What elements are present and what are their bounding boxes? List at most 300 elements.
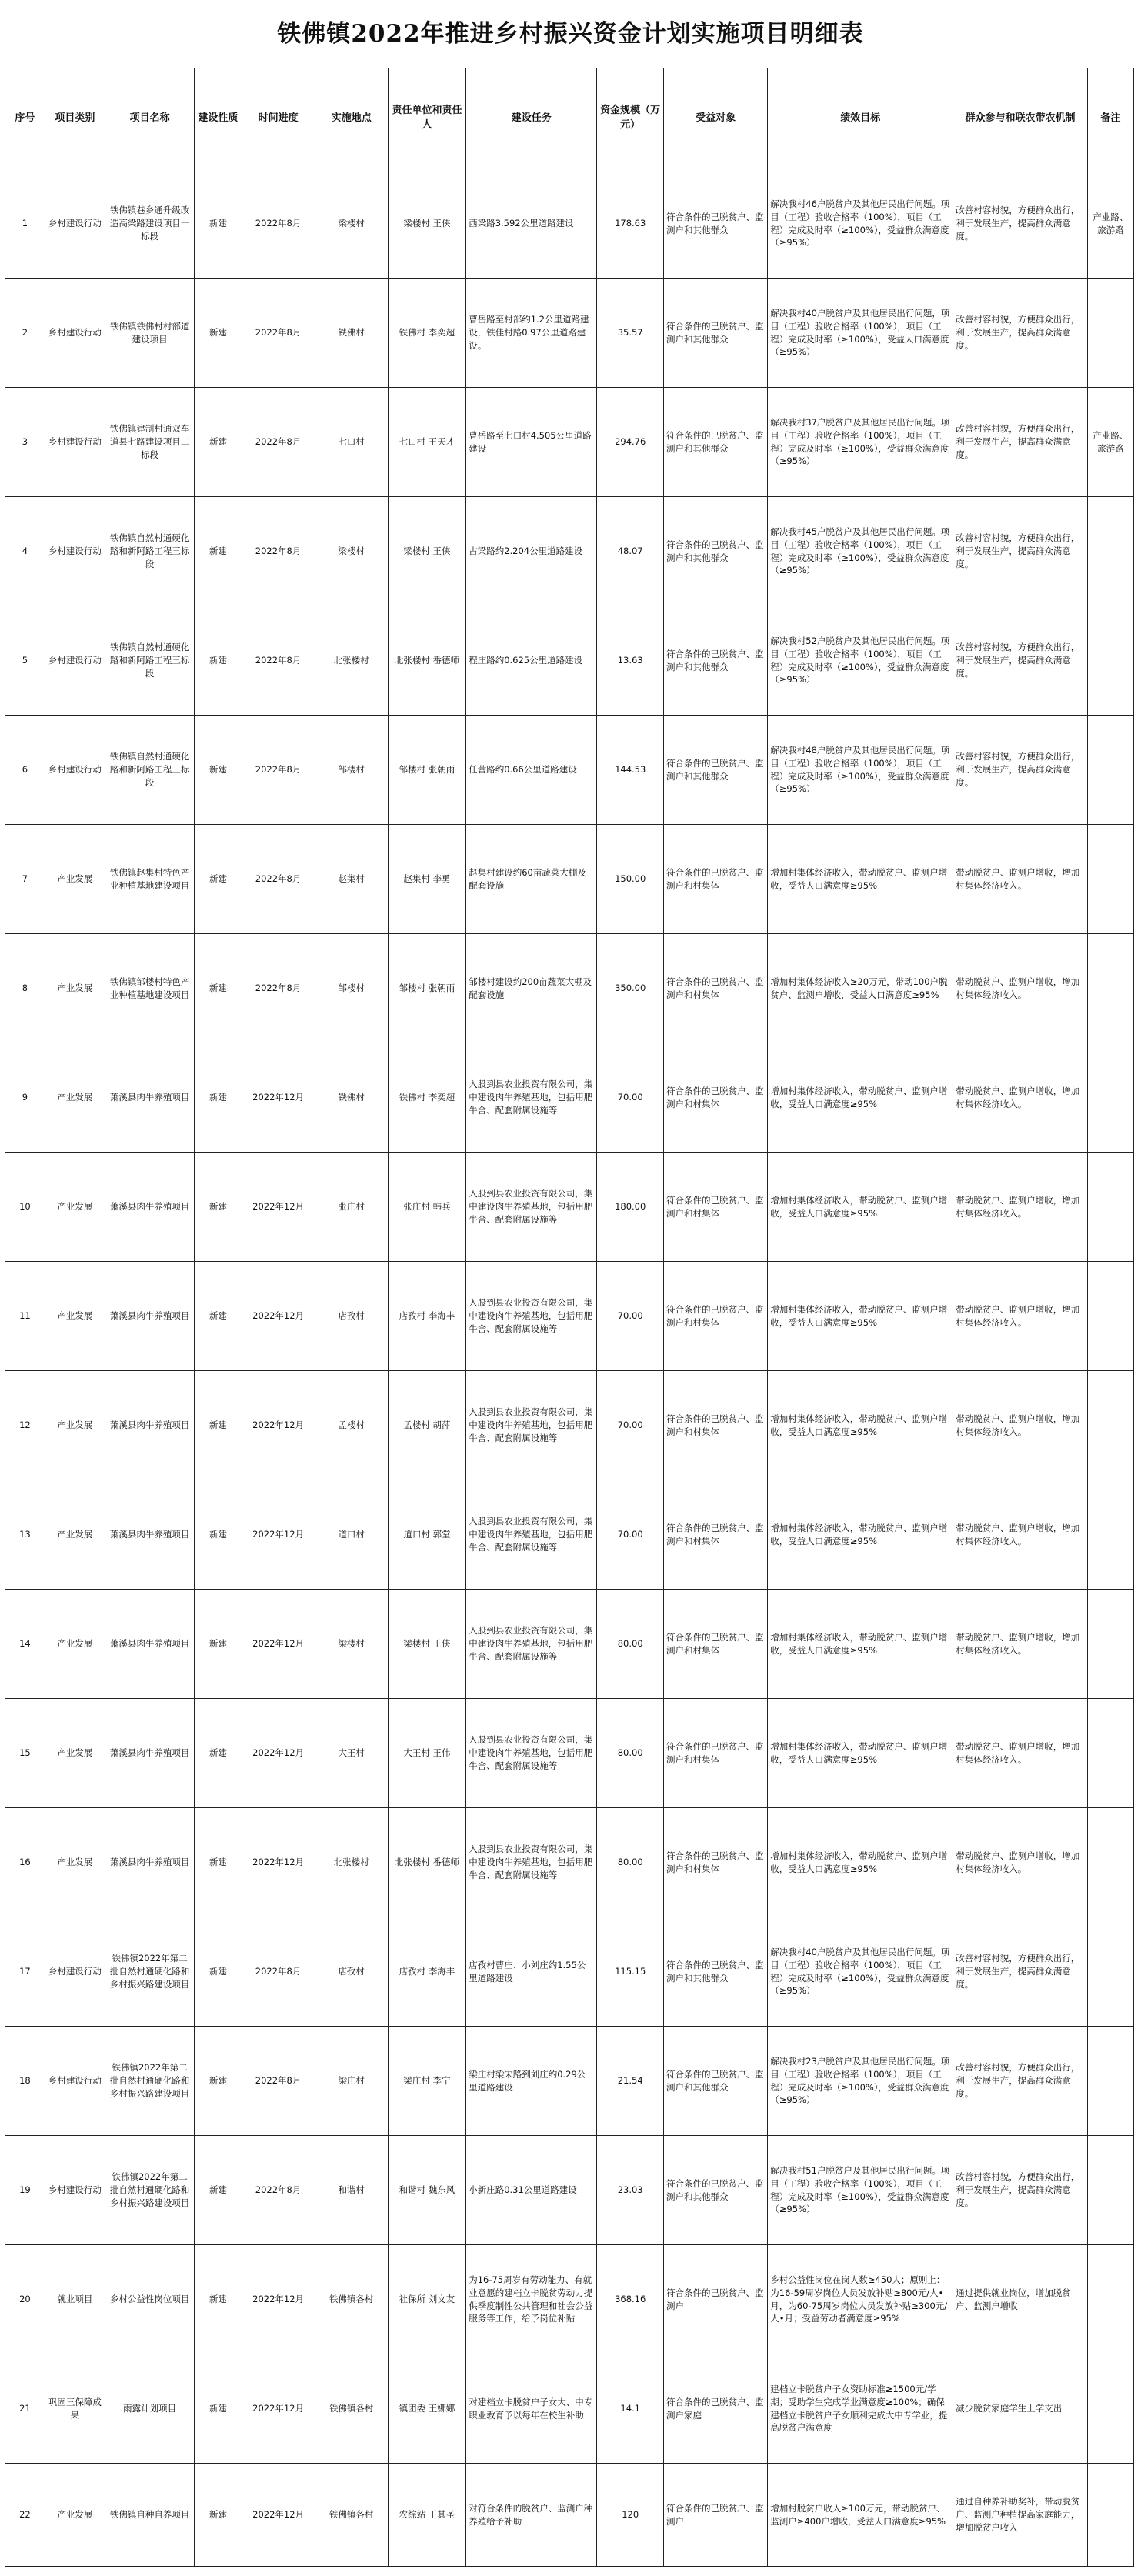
table-row xyxy=(5,2464,1134,2567)
cell-name: 铁佛镇2022年第二批自然村通硬化路和乡村振兴路建设项目 xyxy=(105,2027,194,2136)
cell-fund: 70.00 xyxy=(597,1043,664,1153)
table-row xyxy=(5,606,1134,716)
cell-mechanism: 带动脱贫户、监测户增收，增加村集体经济收入。 xyxy=(953,825,1087,934)
cell-place: 铁佛镇各村 xyxy=(315,2354,388,2464)
cell-task: 梁庄村梁宋路到刘庄约0.29公里道路建设 xyxy=(466,2027,597,2136)
cell-mechanism: 减少脱贫家庭学生上学支出 xyxy=(953,2354,1087,2464)
cell-no: 4 xyxy=(5,497,45,606)
cell-mechanism: 带动脱贫户、监测户增收，增加村集体经济收入。 xyxy=(953,934,1087,1043)
cell-fund: 180.00 xyxy=(597,1153,664,1262)
cell-nature: 新建 xyxy=(195,497,242,606)
table-row xyxy=(5,1043,1134,1153)
cell-performance: 解决我村46户脱贫户及其他居民出行问题。项目（工程）验收合格率（100%），项目（工程）完成及时率（≥100%），受益群众满意度（≥95%） xyxy=(768,169,953,279)
cell-no: 2 xyxy=(5,279,45,388)
cell-no: 11 xyxy=(5,1262,45,1371)
cell-mechanism: 改善村容村貌，方便群众出行，利于发展生产，提高群众满意度。 xyxy=(953,1917,1087,2027)
cell-responsible: 北张楼村 番德师 xyxy=(388,606,465,716)
cell-fund: 80.00 xyxy=(597,1808,664,1917)
cell-fund: 178.63 xyxy=(597,169,664,279)
cell-no: 3 xyxy=(5,388,45,497)
cell-place: 铁佛村 xyxy=(315,279,388,388)
cell-place: 店孜村 xyxy=(315,1917,388,2027)
cell-fund: 115.15 xyxy=(597,1917,664,2027)
cell-beneficiary: 符合条件的已脱贫户、监测户和其他群众 xyxy=(664,716,768,825)
cell-note xyxy=(1087,279,1133,388)
cell-category: 乡村建设行动 xyxy=(45,2027,105,2136)
cell-fund: 144.53 xyxy=(597,716,664,825)
cell-beneficiary: 符合条件的已脱贫户、监测户和村集体 xyxy=(664,825,768,934)
column-header: 实施地点 xyxy=(315,68,388,169)
cell-time: 2022年8月 xyxy=(242,934,315,1043)
cell-nature: 新建 xyxy=(195,825,242,934)
cell-category: 产业发展 xyxy=(45,934,105,1043)
cell-mechanism: 改善村容村貌，方便群众出行，利于发展生产，提高群众满意度。 xyxy=(953,2027,1087,2136)
cell-beneficiary: 符合条件的已脱贫户、监测户和其他群众 xyxy=(664,169,768,279)
cell-place: 铁佛镇各村 xyxy=(315,2245,388,2354)
cell-responsible: 孟楼村 胡萍 xyxy=(388,1371,465,1480)
cell-responsible: 镇团委 王娜娜 xyxy=(388,2354,465,2464)
table-row xyxy=(5,2354,1134,2464)
cell-no: 9 xyxy=(5,1043,45,1153)
cell-note xyxy=(1087,2245,1133,2354)
cell-nature: 新建 xyxy=(195,2027,242,2136)
cell-time: 2022年8月 xyxy=(242,279,315,388)
cell-mechanism: 带动脱贫户、监测户增收，增加村集体经济收入。 xyxy=(953,1808,1087,1917)
cell-task: 对建档立卡脱贫户子女大、中专职业教育予以每年在校生补助 xyxy=(466,2354,597,2464)
cell-performance: 增加村集体经济收入，带动脱贫户、监测户增收，受益人口满意度≥95% xyxy=(768,1153,953,1262)
cell-fund: 35.57 xyxy=(597,279,664,388)
cell-performance: 乡村公益性岗位在岗人数≥450人；原则上：为16-59周岁岗位人员发放补贴≥800元/人•月，为60-75周岁岗位人员发放补贴≥300元/人•月；受益劳动者满意度≥95% xyxy=(768,2245,953,2354)
table-row xyxy=(5,1480,1134,1590)
cell-responsible: 梁庄村 李宁 xyxy=(388,2027,465,2136)
cell-performance: 增加村集体经济收入，带动脱贫户、监测户增收，受益人口满意度≥95% xyxy=(768,1371,953,1480)
column-header: 建设性质 xyxy=(195,68,242,169)
cell-beneficiary: 符合条件的已脱贫户、监测户和其他群众 xyxy=(664,606,768,716)
cell-time: 2022年12月 xyxy=(242,1480,315,1590)
cell-responsible: 道口村 郭堂 xyxy=(388,1480,465,1590)
cell-performance: 解决我村51户脱贫户及其他居民出行问题。项目（工程）验收合格率（100%），项目（工程）完成及时率（≥100%），受益群众满意度（≥95%） xyxy=(768,2136,953,2245)
column-header: 资金规模（万元） xyxy=(597,68,664,169)
cell-fund: 70.00 xyxy=(597,1480,664,1590)
cell-responsible: 和谐村 魏东风 xyxy=(388,2136,465,2245)
cell-task: 程庄路约0.625公里道路建设 xyxy=(466,606,597,716)
cell-name: 萧溪县肉牛养殖项目 xyxy=(105,1480,194,1590)
cell-name: 铁佛镇2022年第二批自然村通硬化路和乡村振兴路建设项目 xyxy=(105,1917,194,2027)
cell-mechanism: 改善村容村貌，方便群众出行，利于发展生产，提高群众满意度。 xyxy=(953,497,1087,606)
cell-category: 乡村建设行动 xyxy=(45,2136,105,2245)
cell-task: 小新庄路0.31公里道路建设 xyxy=(466,2136,597,2245)
cell-task: 邹楼村建设约200亩蔬菜大棚及配套设施 xyxy=(466,934,597,1043)
cell-task: 入股到县农业投资有限公司，集中建设肉牛养殖基地，包括用肥牛舍、配套附属设施等 xyxy=(466,1480,597,1590)
cell-mechanism: 带动脱贫户、监测户增收，增加村集体经济收入。 xyxy=(953,1043,1087,1153)
cell-mechanism: 通过自种养补助奖补，带动脱贫户、监测户种植提高家庭能力，增加脱贫户收入 xyxy=(953,2464,1087,2567)
cell-name: 萧溪县肉牛养殖项目 xyxy=(105,1699,194,1808)
cell-beneficiary: 符合条件的已脱贫户、监测户和村集体 xyxy=(664,1808,768,1917)
table-row xyxy=(5,2136,1134,2245)
cell-performance: 解决我村23户脱贫户及其他居民出行问题。项目（工程）验收合格率（100%），项目（工程）完成及时率（≥100%），受益群众满意度（≥95%） xyxy=(768,2027,953,2136)
cell-task: 赵集村建设约60亩蔬菜大棚及配套设施 xyxy=(466,825,597,934)
cell-category: 产业发展 xyxy=(45,1262,105,1371)
cell-task: 西梁路3.592公里道路建设 xyxy=(466,169,597,279)
cell-task: 任营路约0.66公里道路建设 xyxy=(466,716,597,825)
table-row xyxy=(5,716,1134,825)
cell-note xyxy=(1087,2136,1133,2245)
column-header: 备注 xyxy=(1087,68,1133,169)
cell-nature: 新建 xyxy=(195,2136,242,2245)
cell-category: 产业发展 xyxy=(45,1043,105,1153)
cell-category: 乡村建设行动 xyxy=(45,606,105,716)
cell-time: 2022年12月 xyxy=(242,1262,315,1371)
cell-task: 曹岳路至村部约1.2公里道路建设，铁佳村路0.97公里道路建设。 xyxy=(466,279,597,388)
cell-fund: 350.00 xyxy=(597,934,664,1043)
cell-mechanism: 带动脱贫户、监测户增收，增加村集体经济收入。 xyxy=(953,1699,1087,1808)
cell-nature: 新建 xyxy=(195,169,242,279)
cell-note xyxy=(1087,2027,1133,2136)
cell-nature: 新建 xyxy=(195,2464,242,2567)
cell-place: 赵集村 xyxy=(315,825,388,934)
cell-responsible: 七口村 王天才 xyxy=(388,388,465,497)
cell-beneficiary: 符合条件的已脱贫户、监测户和其他群众 xyxy=(664,279,768,388)
cell-no: 6 xyxy=(5,716,45,825)
cell-mechanism: 改善村容村貌，方便群众出行，利于发展生产，提高群众满意度。 xyxy=(953,388,1087,497)
column-header: 项目名称 xyxy=(105,68,194,169)
column-header: 责任单位和责任人 xyxy=(388,68,465,169)
cell-note xyxy=(1087,934,1133,1043)
cell-responsible: 店孜村 李海丰 xyxy=(388,1917,465,2027)
column-header: 序号 xyxy=(5,68,45,169)
cell-mechanism: 改善村容村貌，方便群众出行，利于发展生产，提高群众满意度。 xyxy=(953,606,1087,716)
cell-task: 入股到县农业投资有限公司，集中建设肉牛养殖基地，包括用肥牛舍、配套附属设施等 xyxy=(466,1808,597,1917)
cell-time: 2022年8月 xyxy=(242,388,315,497)
cell-time: 2022年8月 xyxy=(242,497,315,606)
header-row xyxy=(5,68,1134,169)
cell-performance: 解决我村40户脱贫户及其他居民出行问题，项目（工程）验收合格率（100%），项目（工程）完成及时率（≥100%），受益人口满意度（≥95%） xyxy=(768,279,953,388)
cell-performance: 增加村脱贫户收入≥100万元，带动脱贫户、监测户≥400户增收，受益人口满意度≥95% xyxy=(768,2464,953,2567)
cell-place: 邹楼村 xyxy=(315,934,388,1043)
cell-task: 古梁路约2.204公里道路建设 xyxy=(466,497,597,606)
cell-no: 7 xyxy=(5,825,45,934)
table-row xyxy=(5,1917,1134,2027)
cell-name: 铁佛镇巷乡通升级改造高梁路建设项目一标段 xyxy=(105,169,194,279)
cell-name: 铁佛镇自然村通硬化路和新阿路工程三标段 xyxy=(105,606,194,716)
cell-beneficiary: 符合条件的已脱贫户、监测户 xyxy=(664,2464,768,2567)
cell-responsible: 邹楼村 张朝雨 xyxy=(388,716,465,825)
cell-no: 5 xyxy=(5,606,45,716)
cell-responsible: 梁楼村 王侠 xyxy=(388,169,465,279)
cell-note xyxy=(1087,606,1133,716)
cell-place: 店孜村 xyxy=(315,1262,388,1371)
cell-place: 北张楼村 xyxy=(315,606,388,716)
cell-mechanism: 通过提供就业岗位，增加脱贫户、监测户增收 xyxy=(953,2245,1087,2354)
cell-category: 乡村建设行动 xyxy=(45,1917,105,2027)
column-header: 项目类别 xyxy=(45,68,105,169)
cell-beneficiary: 符合条件的已脱贫户、监测户 xyxy=(664,2245,768,2354)
cell-no: 14 xyxy=(5,1590,45,1699)
table-row xyxy=(5,1590,1134,1699)
cell-category: 乡村建设行动 xyxy=(45,497,105,606)
table-row xyxy=(5,2245,1134,2354)
cell-place: 梁楼村 xyxy=(315,169,388,279)
cell-performance: 增加村集体经济收入，带动脱贫户、监测户增收，受益人口满意度≥95% xyxy=(768,1590,953,1699)
cell-place: 和谐村 xyxy=(315,2136,388,2245)
cell-note xyxy=(1087,497,1133,606)
cell-nature: 新建 xyxy=(195,1590,242,1699)
table-row xyxy=(5,1371,1134,1480)
cell-name: 萧溪县肉牛养殖项目 xyxy=(105,1590,194,1699)
cell-beneficiary: 符合条件的已脱贫户、监测户和其他群众 xyxy=(664,497,768,606)
cell-fund: 70.00 xyxy=(597,1262,664,1371)
cell-note xyxy=(1087,1043,1133,1153)
cell-place: 北张楼村 xyxy=(315,1808,388,1917)
cell-note xyxy=(1087,1480,1133,1590)
cell-mechanism: 带动脱贫户、监测户增收，增加村集体经济收入。 xyxy=(953,1262,1087,1371)
cell-task: 对符合条件的脱贫户、监测户种养殖给予补助 xyxy=(466,2464,597,2567)
cell-time: 2022年12月 xyxy=(242,1590,315,1699)
table-row xyxy=(5,1808,1134,1917)
table-row xyxy=(5,1699,1134,1808)
cell-note xyxy=(1087,2464,1133,2567)
cell-responsible: 农综站 王其圣 xyxy=(388,2464,465,2567)
cell-place: 梁庄村 xyxy=(315,2027,388,2136)
cell-beneficiary: 符合条件的已脱贫户、监测户和村集体 xyxy=(664,1480,768,1590)
cell-fund: 14.1 xyxy=(597,2354,664,2464)
cell-beneficiary: 符合条件的已脱贫户、监测户和村集体 xyxy=(664,1699,768,1808)
cell-nature: 新建 xyxy=(195,716,242,825)
cell-nature: 新建 xyxy=(195,2245,242,2354)
table-row xyxy=(5,2027,1134,2136)
cell-mechanism: 带动脱贫户、监测户增收，增加村集体经济收入。 xyxy=(953,1153,1087,1262)
cell-beneficiary: 符合条件的已脱贫户、监测户和村集体 xyxy=(664,934,768,1043)
cell-performance: 增加村集体经济收入，带动脱贫户、监测户增收，受益人口满意度≥95% xyxy=(768,825,953,934)
cell-performance: 解决我村52户脱贫户及其他居民出行问题。项目（工程）验收合格率（100%），项目（工程）完成及时率（≥100%），受益群众满意度（≥95%） xyxy=(768,606,953,716)
cell-beneficiary: 符合条件的已脱贫户、监测户和村集体 xyxy=(664,1153,768,1262)
cell-fund: 21.54 xyxy=(597,2027,664,2136)
cell-fund: 368.16 xyxy=(597,2245,664,2354)
cell-name: 铁佛镇自然村通硬化路和新阿路工程三标段 xyxy=(105,716,194,825)
cell-nature: 新建 xyxy=(195,1699,242,1808)
cell-category: 产业发展 xyxy=(45,1590,105,1699)
cell-mechanism: 改善村容村貌，方便群众出行，利于发展生产，提高群众满意度。 xyxy=(953,169,1087,279)
cell-name: 萧溪县肉牛养殖项目 xyxy=(105,1808,194,1917)
cell-responsible: 梁楼村 王侠 xyxy=(388,497,465,606)
cell-performance: 增加村集体经济收入，带动脱贫户、监测户增收，受益人口满意度≥95% xyxy=(768,1808,953,1917)
cell-name: 铁佛镇赵集村特色产业种植基地建设项目 xyxy=(105,825,194,934)
cell-place: 张庄村 xyxy=(315,1153,388,1262)
cell-note xyxy=(1087,825,1133,934)
cell-nature: 新建 xyxy=(195,1808,242,1917)
cell-responsible: 社保所 刘文友 xyxy=(388,2245,465,2354)
table-row xyxy=(5,388,1134,497)
cell-category: 乡村建设行动 xyxy=(45,716,105,825)
cell-fund: 70.00 xyxy=(597,1371,664,1480)
cell-place: 梁楼村 xyxy=(315,1590,388,1699)
cell-task: 入股到县农业投资有限公司，集中建设肉牛养殖基地，包括用肥牛舍、配套附属设施等 xyxy=(466,1699,597,1808)
cell-name: 萧溪县肉牛养殖项目 xyxy=(105,1043,194,1153)
cell-name: 萧溪县肉牛养殖项目 xyxy=(105,1371,194,1480)
cell-task: 店孜村曹庄、小刘庄约1.55公里道路建设 xyxy=(466,1917,597,2027)
cell-nature: 新建 xyxy=(195,2354,242,2464)
cell-time: 2022年12月 xyxy=(242,1371,315,1480)
cell-note xyxy=(1087,1371,1133,1480)
cell-time: 2022年12月 xyxy=(242,1153,315,1262)
cell-performance: 增加村集体经济收入，带动脱贫户、监测户增收，受益人口满意度≥95% xyxy=(768,1043,953,1153)
cell-performance: 增加村集体经济收入，带动脱贫户、监测户增收，受益人口满意度≥95% xyxy=(768,1480,953,1590)
cell-time: 2022年8月 xyxy=(242,1917,315,2027)
table-row xyxy=(5,1262,1134,1371)
cell-name: 雨露计划项目 xyxy=(105,2354,194,2464)
cell-task: 为16-75周岁有劳动能力、有就业意愿的建档立卡脱贫劳动力提供季度制性公共管理和社会公益服务等工作，给予岗位补贴 xyxy=(466,2245,597,2354)
cell-mechanism: 改善村容村貌，方便群众出行，利于发展生产，提高群众满意度。 xyxy=(953,716,1087,825)
cell-category: 产业发展 xyxy=(45,1480,105,1590)
cell-time: 2022年12月 xyxy=(242,1808,315,1917)
cell-name: 铁佛镇自然村通硬化路和新阿路工程三标段 xyxy=(105,497,194,606)
cell-time: 2022年8月 xyxy=(242,606,315,716)
cell-beneficiary: 符合条件的已脱贫户、监测户和村集体 xyxy=(664,1590,768,1699)
cell-name: 萧溪县肉牛养殖项目 xyxy=(105,1153,194,1262)
cell-time: 2022年12月 xyxy=(242,1043,315,1153)
cell-place: 七口村 xyxy=(315,388,388,497)
cell-performance: 建档立卡脱贫户子女资助标准≥1500元/学期；受助学生完成学业满意度≥100%；确保建档立卡脱贫户子女顺利完成大中专学业，提高脱贫户满意度 xyxy=(768,2354,953,2464)
column-header: 绩效目标 xyxy=(768,68,953,169)
cell-category: 乡村建设行动 xyxy=(45,169,105,279)
cell-responsible: 大王村 王伟 xyxy=(388,1699,465,1808)
cell-beneficiary: 符合条件的已脱贫户、监测户家庭 xyxy=(664,2354,768,2464)
cell-place: 大王村 xyxy=(315,1699,388,1808)
cell-place: 孟楼村 xyxy=(315,1371,388,1480)
cell-category: 巩固三保障成果 xyxy=(45,2354,105,2464)
cell-no: 22 xyxy=(5,2464,45,2567)
cell-beneficiary: 符合条件的已脱贫户、监测户和其他群众 xyxy=(664,1917,768,2027)
cell-beneficiary: 符合条件的已脱贫户、监测户和村集体 xyxy=(664,1043,768,1153)
cell-no: 21 xyxy=(5,2354,45,2464)
cell-responsible: 铁佛村 李奕超 xyxy=(388,1043,465,1153)
cell-no: 20 xyxy=(5,2245,45,2354)
cell-mechanism: 改善村容村貌，方便群众出行，利于发展生产，提高群众满意度。 xyxy=(953,279,1087,388)
cell-responsible: 铁佛村 李奕超 xyxy=(388,279,465,388)
cell-nature: 新建 xyxy=(195,388,242,497)
cell-place: 道口村 xyxy=(315,1480,388,1590)
cell-task: 入股到县农业投资有限公司，集中建设肉牛养殖基地，包括用肥牛舍、配套附属设施等 xyxy=(466,1153,597,1262)
cell-time: 2022年12月 xyxy=(242,2354,315,2464)
cell-no: 15 xyxy=(5,1699,45,1808)
cell-time: 2022年12月 xyxy=(242,1699,315,1808)
cell-time: 2022年12月 xyxy=(242,2245,315,2354)
cell-no: 16 xyxy=(5,1808,45,1917)
cell-nature: 新建 xyxy=(195,1043,242,1153)
table-row xyxy=(5,279,1134,388)
cell-mechanism: 带动脱贫户、监测户增收，增加村集体经济收入。 xyxy=(953,1590,1087,1699)
cell-responsible: 梁楼村 王侠 xyxy=(388,1590,465,1699)
cell-name: 铁佛镇2022年第二批自然村通硬化路和乡村振兴路建设项目 xyxy=(105,2136,194,2245)
document-title: 铁佛镇2022年推进乡村振兴资金计划实施项目明细表 xyxy=(277,20,864,48)
cell-performance: 解决我村48户脱贫户及其他居民出行问题。项目（工程）验收合格率（100%），项目（工程）完成及时率（≥100%），受益群众满意度（≥95%） xyxy=(768,716,953,825)
cell-performance: 增加村集体经济收入，带动脱贫户、监测户增收，受益人口满意度≥95% xyxy=(768,1699,953,1808)
cell-time: 2022年8月 xyxy=(242,825,315,934)
cell-mechanism: 改善村容村貌，方便群众出行，利于发展生产，提高群众满意度。 xyxy=(953,2136,1087,2245)
project-table xyxy=(5,68,1134,2567)
cell-nature: 新建 xyxy=(195,1262,242,1371)
cell-place: 铁佛村 xyxy=(315,1043,388,1153)
cell-no: 10 xyxy=(5,1153,45,1262)
cell-note xyxy=(1087,716,1133,825)
cell-note xyxy=(1087,2354,1133,2464)
cell-no: 12 xyxy=(5,1371,45,1480)
cell-category: 产业发展 xyxy=(45,1699,105,1808)
cell-time: 2022年8月 xyxy=(242,716,315,825)
cell-mechanism: 带动脱贫户、监测户增收，增加村集体经济收入。 xyxy=(953,1371,1087,1480)
cell-no: 19 xyxy=(5,2136,45,2245)
cell-category: 乡村建设行动 xyxy=(45,279,105,388)
table-row xyxy=(5,497,1134,606)
cell-responsible: 店孜村 李海丰 xyxy=(388,1262,465,1371)
cell-responsible: 邹楼村 张朝雨 xyxy=(388,934,465,1043)
cell-note xyxy=(1087,1699,1133,1808)
cell-fund: 294.76 xyxy=(597,388,664,497)
column-header: 受益对象 xyxy=(664,68,768,169)
cell-time: 2022年8月 xyxy=(242,2136,315,2245)
cell-mechanism: 带动脱贫户、监测户增收，增加村集体经济收入。 xyxy=(953,1480,1087,1590)
cell-fund: 120 xyxy=(597,2464,664,2567)
cell-beneficiary: 符合条件的已脱贫户、监测户和其他群众 xyxy=(664,388,768,497)
cell-performance: 增加村集体经济收入，带动脱贫户、监测户增收，受益人口满意度≥95% xyxy=(768,1262,953,1371)
cell-note xyxy=(1087,1153,1133,1262)
cell-fund: 48.07 xyxy=(597,497,664,606)
cell-no: 18 xyxy=(5,2027,45,2136)
cell-task: 曹岳路至七口村4.505公里道路建设 xyxy=(466,388,597,497)
table-row xyxy=(5,934,1134,1043)
cell-name: 乡村公益性岗位项目 xyxy=(105,2245,194,2354)
cell-performance: 增加村集体经济收入≥20万元，带动100户脱贫户、监测户增收，受益人口满意度≥95% xyxy=(768,934,953,1043)
cell-task: 入股到县农业投资有限公司，集中建设肉牛养殖基地，包括用肥牛舍、配套附属设施等 xyxy=(466,1371,597,1480)
cell-category: 产业发展 xyxy=(45,825,105,934)
cell-name: 铁佛镇建制村通双车道县七路建设项目二标段 xyxy=(105,388,194,497)
cell-name: 铁佛镇自种自养项目 xyxy=(105,2464,194,2567)
cell-category: 产业发展 xyxy=(45,1153,105,1262)
cell-no: 1 xyxy=(5,169,45,279)
cell-nature: 新建 xyxy=(195,279,242,388)
cell-beneficiary: 符合条件的已脱贫户、监测户和其他群众 xyxy=(664,2027,768,2136)
column-header: 时间进度 xyxy=(242,68,315,169)
cell-nature: 新建 xyxy=(195,934,242,1043)
cell-note xyxy=(1087,1262,1133,1371)
cell-note xyxy=(1087,1590,1133,1699)
cell-category: 产业发展 xyxy=(45,1808,105,1917)
cell-beneficiary: 符合条件的已脱贫户、监测户和村集体 xyxy=(664,1262,768,1371)
cell-note: 产业路、旅游路 xyxy=(1087,169,1133,279)
cell-note: 产业路、旅游路 xyxy=(1087,388,1133,497)
table-row xyxy=(5,1153,1134,1262)
cell-fund: 150.00 xyxy=(597,825,664,934)
column-header: 建设任务 xyxy=(466,68,597,169)
cell-nature: 新建 xyxy=(195,1153,242,1262)
cell-responsible: 北张楼村 番德师 xyxy=(388,1808,465,1917)
cell-category: 乡村建设行动 xyxy=(45,388,105,497)
cell-name: 铁佛镇邹楼村特色产业种植基地建设项目 xyxy=(105,934,194,1043)
cell-place: 邹楼村 xyxy=(315,716,388,825)
cell-no: 8 xyxy=(5,934,45,1043)
column-header: 群众参与和联农带农机制 xyxy=(953,68,1087,169)
cell-category: 就业项目 xyxy=(45,2245,105,2354)
cell-fund: 13.63 xyxy=(597,606,664,716)
cell-time: 2022年8月 xyxy=(242,2027,315,2136)
cell-nature: 新建 xyxy=(195,1917,242,2027)
cell-fund: 80.00 xyxy=(597,1590,664,1699)
cell-name: 铁佛镇铁佛村村部道建设项目 xyxy=(105,279,194,388)
cell-category: 产业发展 xyxy=(45,2464,105,2567)
cell-task: 入股到县农业投资有限公司，集中建设肉牛养殖基地，包括用肥牛舍、配套附属设施等 xyxy=(466,1262,597,1371)
cell-note xyxy=(1087,1917,1133,2027)
cell-place: 梁楼村 xyxy=(315,497,388,606)
